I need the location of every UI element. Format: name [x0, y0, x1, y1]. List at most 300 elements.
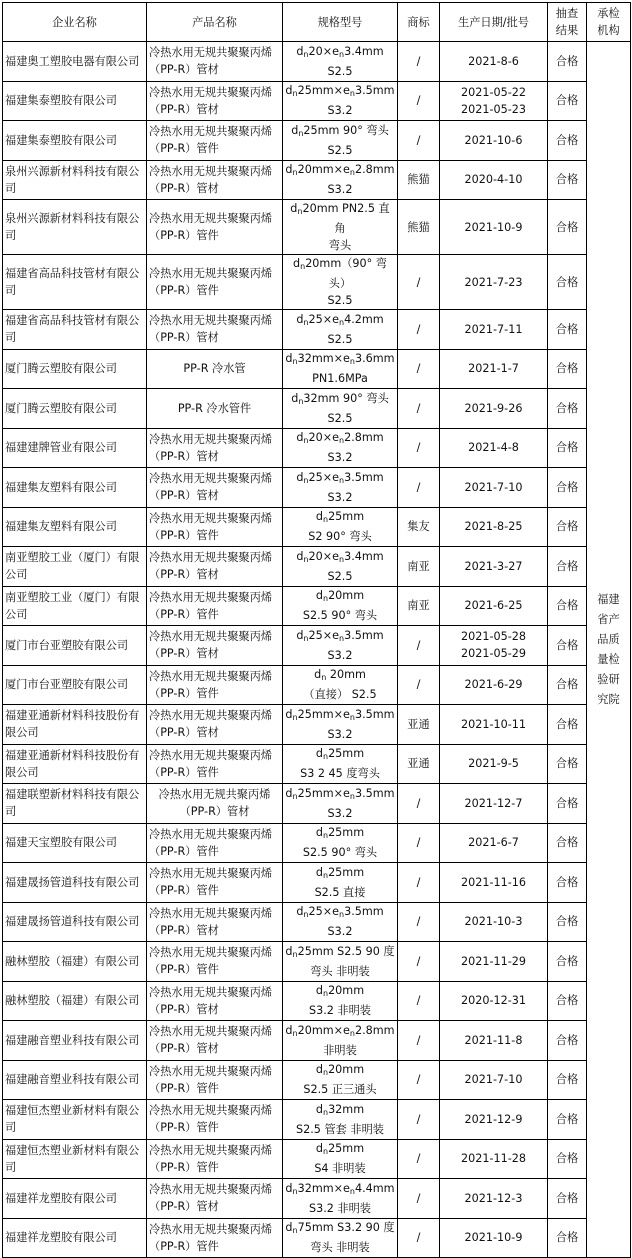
product-cell: 冷热水用无规共聚聚丙烯（PP-R）管材 [147, 626, 283, 666]
company-cell: 融林塑胶（福建）有限公司 [3, 942, 147, 982]
brand-cell: / [398, 823, 440, 863]
spec-line: $d_n20mm$ [315, 589, 365, 604]
date-cell [440, 1021, 548, 1061]
date-line: 2021-05-28 [460, 630, 527, 644]
result-cell: 合格 [548, 942, 587, 982]
company-cell: 福建亚通新材料科技股份有限公司 [3, 744, 147, 784]
date-line: 2021-05-23 [460, 102, 527, 116]
spec-line: $d_n25mm\times e_n3.5mm$ [285, 786, 395, 801]
date-cell [440, 310, 548, 350]
date-cell [440, 942, 548, 982]
spec-subscript: n [339, 554, 345, 564]
spec-line: $d_n20\times e_n3.4mm$ [296, 44, 384, 59]
product-cell: 冷热水用无规共聚聚丙烯（PP-R）管材 [147, 981, 283, 1021]
product-cell: 冷热水用无规共聚聚丙烯（PP-R）管材 [147, 310, 283, 350]
company-cell: 福建建牌管业有限公司 [3, 428, 147, 468]
brand-cell: / [398, 389, 440, 429]
spec-line: PN1.6MPa [312, 372, 368, 386]
company-cell: 福建集泰塑胶有限公司 [3, 81, 147, 121]
result-cell: 合格 [548, 626, 587, 666]
spec-cell [283, 468, 398, 508]
table-row [3, 121, 631, 161]
spec-line: S2.5 [327, 411, 353, 425]
spec-line: $d_n20mm$ [315, 1063, 365, 1078]
spec-line: 弯头 非明装 [310, 1241, 370, 1255]
date-cell [440, 255, 548, 310]
spec-cell [283, 981, 398, 1021]
company-cell: 福建天宝塑胶有限公司 [3, 823, 147, 863]
table-row [3, 705, 631, 745]
spec-subscript: n [349, 1028, 355, 1038]
spec-line: $d_n25\times e_n3.5mm$ [296, 470, 384, 485]
date-cell [440, 200, 548, 255]
brand-cell: / [398, 468, 440, 508]
table-row [3, 586, 631, 626]
date-cell [440, 863, 548, 903]
table-row [3, 1060, 631, 1100]
spec-line: $d_n25\times e_n3.5mm$ [296, 628, 384, 643]
spec-line: S2.5 [327, 332, 353, 346]
table-body [3, 42, 631, 1258]
table-row [3, 863, 631, 903]
spec-subscript: n [292, 168, 298, 178]
brand-cell: / [398, 121, 440, 161]
spec-line: $d_n25mm$ S2.5 90 度 [285, 944, 395, 959]
spec-cell [283, 1218, 398, 1258]
company-cell: 福建奥工塑胶电器有限公司 [3, 42, 147, 82]
table-row [3, 81, 631, 121]
company-cell: 融林塑胶（福建）有限公司 [3, 981, 147, 1021]
company-cell: 泉州兴源新材料科技有限公司 [3, 160, 147, 200]
date-line: 2021-8-25 [464, 520, 523, 534]
date-cell [440, 121, 548, 161]
result-cell: 合格 [548, 81, 587, 121]
date-cell [440, 586, 548, 626]
header-spec: 规格型号 [283, 3, 398, 42]
spec-line: $d_n25mm$ [315, 510, 365, 525]
company-cell: 厦门腾云塑胶有限公司 [3, 389, 147, 429]
spec-subscript: n [349, 791, 355, 801]
date-line: 2021-7-11 [464, 322, 523, 336]
date-cell [440, 744, 548, 784]
spec-subscript: n [322, 515, 329, 525]
brand-cell: / [398, 1021, 440, 1061]
spec-cell [283, 1179, 398, 1219]
spec-subscript: n [321, 673, 327, 683]
spec-subscript: n [303, 554, 309, 564]
table-row [3, 160, 631, 200]
spec-line: S3.2 [327, 648, 353, 662]
company-cell: 福建集友塑料有限公司 [3, 468, 147, 508]
date-line: 2021-3-27 [464, 559, 523, 573]
company-cell: 福建省高品科技管材有限公司 [3, 310, 147, 350]
table-row [3, 1218, 631, 1258]
company-cell: 福建祥龙塑胶有限公司 [3, 1218, 147, 1258]
date-cell [440, 1218, 548, 1258]
result-cell: 合格 [548, 981, 587, 1021]
spec-line: 非明装 [323, 1043, 357, 1057]
product-cell: 冷热水用无规共聚聚丙烯（PP-R）管材 [147, 81, 283, 121]
date-line: 2021-6-7 [468, 836, 519, 850]
date-cell [440, 468, 548, 508]
spec-subscript: n [322, 831, 329, 841]
header-result [548, 3, 587, 42]
inspection-table [2, 2, 631, 1258]
date-cell [440, 428, 548, 468]
spec-line: $d_n75mm$ S3.2 90 度 [285, 1221, 395, 1236]
result-cell: 合格 [548, 1139, 587, 1179]
product-cell: 冷热水用无规共聚聚丙烯（PP-R）管件 [147, 1218, 283, 1258]
date-cell [440, 81, 548, 121]
spec-line: S3.2 [327, 183, 353, 197]
table-row [3, 310, 631, 350]
spec-cell [283, 626, 398, 666]
product-cell: 冷热水用无规共聚聚丙烯（PP-R）管件 [147, 121, 283, 161]
org-name: 福建省产品质量检验研究院 [597, 592, 620, 706]
spec-line: $d_n25mm\times e_n3.5mm$ [285, 707, 395, 722]
date-cell [440, 665, 548, 705]
product-cell: 冷热水用无规共聚聚丙烯（PP-R）管材 [147, 42, 283, 82]
table-row [3, 255, 631, 310]
brand-cell: 熊猫 [398, 160, 440, 200]
spec-line: S3.2 [327, 727, 353, 741]
org-cell [587, 42, 631, 1258]
company-cell: 厦门市台亚塑胶有限公司 [3, 665, 147, 705]
result-cell: 合格 [548, 42, 587, 82]
date-line: 2021-10-11 [460, 717, 527, 731]
header-company: 企业名称 [3, 3, 147, 42]
product-cell: 冷热水用无规共聚聚丙烯（PP-R）管件 [147, 1060, 283, 1100]
product-cell: 冷热水用无规共聚聚丙烯（PP-R）管材 [147, 1179, 283, 1219]
table-row [3, 468, 631, 508]
product-cell: 冷热水用无规共聚聚丙烯（PP-R）管件 [147, 507, 283, 547]
spec-line: S3 2 45 度弯头 [300, 767, 380, 781]
table-row [3, 1021, 631, 1061]
spec-subscript: n [292, 712, 298, 722]
spec-cell [283, 1021, 398, 1061]
product-cell: 冷热水用无规共聚聚丙烯（PP-R）管件 [147, 255, 283, 310]
header-result-text: 抽查结果 [555, 7, 579, 37]
company-cell: 福建联塑新材料科技有限公司 [3, 784, 147, 824]
product-cell: 冷热水用无规共聚聚丙烯（PP-R）管材 [147, 428, 283, 468]
date-cell [440, 1060, 548, 1100]
table-row [3, 507, 631, 547]
table-row [3, 942, 631, 982]
result-cell: 合格 [548, 349, 587, 389]
product-cell: 冷热水用无规共聚聚丙烯（PP-R）管件 [147, 1100, 283, 1140]
date-cell [440, 160, 548, 200]
brand-cell: / [398, 1100, 440, 1140]
product-cell: 冷热水用无规共聚聚丙烯（PP-R）管材 [147, 902, 283, 942]
spec-cell [283, 121, 398, 161]
spec-line: S3.2 [327, 104, 353, 118]
spec-subscript: n [292, 1028, 298, 1038]
result-cell: 合格 [548, 863, 587, 903]
table-row [3, 981, 631, 1021]
spec-subscript: n [339, 475, 345, 485]
spec-line: $d_n20mm\times e_n2.8mm$ [285, 163, 395, 178]
spec-cell [283, 160, 398, 200]
date-cell [440, 547, 548, 587]
date-line: 2021-05-22 [460, 85, 527, 99]
spec-cell [283, 349, 398, 389]
spec-subscript: n [339, 436, 345, 446]
date-line: 2021-11-29 [460, 954, 527, 968]
spec-line: S3.2 [327, 490, 353, 504]
date-line: 2021-11-16 [460, 875, 527, 889]
product-cell: 冷热水用无规共聚聚丙烯（PP-R）管材 [147, 1021, 283, 1061]
spec-line: S2 90° 弯头 [308, 530, 372, 544]
company-cell: 南亚塑胶工业（厦门）有限公司 [3, 547, 147, 587]
spec-cell [283, 784, 398, 824]
brand-cell: / [398, 981, 440, 1021]
spec-line: 弯头 [328, 239, 352, 252]
spec-line: $d_n32mm$ [315, 1102, 365, 1117]
date-line: 2021-6-25 [464, 599, 523, 613]
date-cell [440, 705, 548, 745]
brand-cell: / [398, 626, 440, 666]
spec-line: $d_n25mm$ [315, 865, 365, 880]
company-cell: 福建融音塑业科技有限公司 [3, 1021, 147, 1061]
spec-cell [283, 586, 398, 626]
spec-subscript: n [292, 357, 298, 367]
table-row [3, 428, 631, 468]
header-brand: 商标 [398, 3, 440, 42]
spec-line: S2.5 [327, 64, 353, 78]
spec-subscript: n [322, 594, 329, 604]
spec-line: S4 非明装 [314, 1162, 366, 1176]
result-cell: 合格 [548, 468, 587, 508]
result-cell: 合格 [548, 1060, 587, 1100]
spec-cell [283, 823, 398, 863]
spec-cell [283, 1100, 398, 1140]
spec-line: $d_n20mm\times e_n2.8mm$ [285, 1023, 395, 1038]
product-cell: 冷热水用无规共聚聚丙烯（PP-R）管件 [147, 1139, 283, 1179]
product-cell: PP-R 冷水管件 [147, 389, 283, 429]
date-line: 2020-4-10 [464, 173, 523, 187]
spec-line: S2.5 直接 [314, 885, 366, 899]
spec-cell [283, 1060, 398, 1100]
product-cell: 冷热水用无规共聚聚丙烯（PP-R）管材 [147, 160, 283, 200]
spec-subscript: n [303, 910, 309, 920]
product-cell: 冷热水用无规共聚聚丙烯（PP-R）管件 [147, 665, 283, 705]
company-cell: 福建亚通新材料科技股份有限公司 [3, 705, 147, 745]
spec-subscript: n [322, 1147, 329, 1157]
spec-line: S2.5 管套 非明装 [296, 1122, 384, 1136]
table-row [3, 902, 631, 942]
brand-cell: 亚通 [398, 744, 440, 784]
brand-cell: 集友 [398, 507, 440, 547]
product-cell: 冷热水用无规共聚聚丙烯（PP-R）管件 [147, 823, 283, 863]
spec-cell [283, 863, 398, 903]
table-row [3, 1139, 631, 1179]
date-line: 2021-7-10 [464, 480, 523, 494]
result-cell: 合格 [548, 586, 587, 626]
spec-line: $d_n25mm\times e_n3.5mm$ [285, 84, 395, 99]
company-cell: 福建省高品科技管材有限公司 [3, 255, 147, 310]
result-cell: 合格 [548, 507, 587, 547]
table-row [3, 200, 631, 255]
spec-line: $d_n25\times e_n4.2mm$ [296, 312, 384, 327]
date-cell [440, 1100, 548, 1140]
header-org [587, 3, 631, 42]
product-cell: PP-R 冷水管 [147, 349, 283, 389]
company-cell: 福建融音塑业科技有限公司 [3, 1060, 147, 1100]
result-cell: 合格 [548, 665, 587, 705]
spec-subscript: n [298, 396, 304, 406]
spec-subscript: n [339, 633, 345, 643]
table-row [3, 784, 631, 824]
date-cell [440, 902, 548, 942]
spec-cell [283, 310, 398, 350]
result-cell: 合格 [548, 547, 587, 587]
spec-subscript: n [292, 1186, 298, 1196]
date-line: 2021-8-6 [468, 54, 519, 68]
date-line: 2021-12-7 [464, 796, 523, 810]
spec-cell [283, 428, 398, 468]
spec-cell [283, 942, 398, 982]
spec-line: 弯头 非明装 [310, 964, 370, 978]
date-line: 2021-9-5 [468, 757, 519, 771]
spec-cell [283, 200, 398, 255]
spec-line: $d_n20mm$ PN2.5 直角 [290, 202, 390, 235]
spec-subscript: n [339, 910, 345, 920]
spec-line: S2.5 [327, 569, 353, 583]
table-row [3, 42, 631, 82]
date-cell [440, 626, 548, 666]
spec-line: $d_n20mm$ [315, 984, 365, 999]
spec-subscript: n [339, 49, 345, 59]
date-cell [440, 507, 548, 547]
brand-cell: / [398, 81, 440, 121]
spec-cell [283, 81, 398, 121]
spec-line: S3.2 [327, 451, 353, 465]
result-cell: 合格 [548, 160, 587, 200]
date-line: 2021-10-3 [464, 915, 523, 929]
result-cell: 合格 [548, 121, 587, 161]
table-row [3, 389, 631, 429]
spec-line: $d_n25mm$ 90° 弯头 [291, 123, 389, 138]
spec-line: S2.5 [327, 294, 353, 307]
date-cell [440, 349, 548, 389]
result-cell: 合格 [548, 744, 587, 784]
spec-cell [283, 705, 398, 745]
date-cell [440, 823, 548, 863]
result-cell: 合格 [548, 1100, 587, 1140]
product-cell: 冷热水用无规共聚聚丙烯（PP-R）管件 [147, 200, 283, 255]
spec-subscript: n [292, 89, 298, 99]
spec-line: S3.2 [327, 806, 353, 820]
result-cell: 合格 [548, 255, 587, 310]
date-cell [440, 1139, 548, 1179]
spec-line: $d_n32mm$ 90° 弯头 [291, 391, 389, 406]
brand-cell: 南亚 [398, 586, 440, 626]
table-row [3, 349, 631, 389]
spec-subscript: n [297, 207, 303, 216]
spec-line: S2.5 90° 弯头 [302, 846, 378, 860]
date-cell [440, 1179, 548, 1219]
spec-line: $d_n20\times e_n2.8mm$ [296, 431, 384, 446]
company-cell: 福建集友塑料有限公司 [3, 507, 147, 547]
table-row [3, 1100, 631, 1140]
spec-line: S3.2 非明装 [308, 1004, 371, 1018]
spec-subscript: n [322, 989, 329, 999]
spec-line: $d_n25\times e_n3.5mm$ [296, 905, 384, 920]
spec-subscript: n [292, 791, 298, 801]
spec-subscript: n [339, 317, 345, 327]
brand-cell: 熊猫 [398, 200, 440, 255]
spec-subscript: n [349, 168, 355, 178]
spec-subscript: n [322, 870, 329, 880]
spec-line: $d_n25mm$ [315, 1142, 365, 1157]
brand-cell: / [398, 255, 440, 310]
product-cell: 冷热水用无规共聚聚丙烯（PP-R）管件 [147, 586, 283, 626]
result-cell: 合格 [548, 310, 587, 350]
spec-cell [283, 547, 398, 587]
date-cell [440, 42, 548, 82]
company-cell: 福建恒杰塑业新材料有限公司 [3, 1139, 147, 1179]
spec-cell [283, 389, 398, 429]
table-row [3, 665, 631, 705]
result-cell: 合格 [548, 1021, 587, 1061]
product-cell: 冷热水用无规共聚聚丙烯（PP-R）管件 [147, 942, 283, 982]
spec-subscript: n [349, 89, 355, 99]
spec-cell [283, 507, 398, 547]
brand-cell: / [398, 784, 440, 824]
spec-subscript: n [349, 357, 355, 367]
date-cell [440, 981, 548, 1021]
date-line: 2021-9-26 [464, 401, 523, 415]
date-line: 2021-10-6 [464, 133, 523, 147]
spec-line: $d_n25mm$ [315, 747, 365, 762]
spec-subscript: n [322, 1107, 329, 1117]
date-line: 2021-7-23 [464, 275, 523, 289]
brand-cell: / [398, 310, 440, 350]
brand-cell: / [398, 863, 440, 903]
product-cell: 冷热水用无规共聚聚丙烯（PP-R）管件 [147, 863, 283, 903]
spec-cell [283, 744, 398, 784]
date-line: 2021-1-7 [468, 362, 519, 376]
table-row [3, 823, 631, 863]
date-line: 2021-11-8 [464, 1033, 523, 1047]
result-cell: 合格 [548, 428, 587, 468]
company-cell: 福建晟扬管道科技有限公司 [3, 902, 147, 942]
brand-cell: / [398, 428, 440, 468]
company-cell: 厦门市台亚塑胶有限公司 [3, 626, 147, 666]
result-cell: 合格 [548, 705, 587, 745]
company-cell: 福建晟扬管道科技有限公司 [3, 863, 147, 903]
date-line: 2021-05-29 [460, 647, 527, 661]
spec-subscript: n [303, 317, 309, 327]
date-line: 2021-7-10 [464, 1073, 523, 1087]
date-line: 2021-11-28 [460, 1152, 527, 1166]
result-cell: 合格 [548, 389, 587, 429]
spec-subscript: n [303, 49, 309, 59]
spec-line: $d_n25mm$ [315, 826, 365, 841]
date-line: 2021-12-9 [464, 1112, 523, 1126]
spec-cell [283, 42, 398, 82]
table-row [3, 744, 631, 784]
spec-subscript: n [322, 1068, 329, 1078]
table-row [3, 626, 631, 666]
spec-cell [283, 1139, 398, 1179]
result-cell: 合格 [548, 200, 587, 255]
spec-line: $d_n20mm(90^\circ$ 弯头） [293, 257, 387, 290]
brand-cell: / [398, 942, 440, 982]
result-cell: 合格 [548, 1179, 587, 1219]
spec-cell [283, 665, 398, 705]
product-cell: 冷热水用无规共聚聚丙烯（PP-R）管材 [147, 468, 283, 508]
